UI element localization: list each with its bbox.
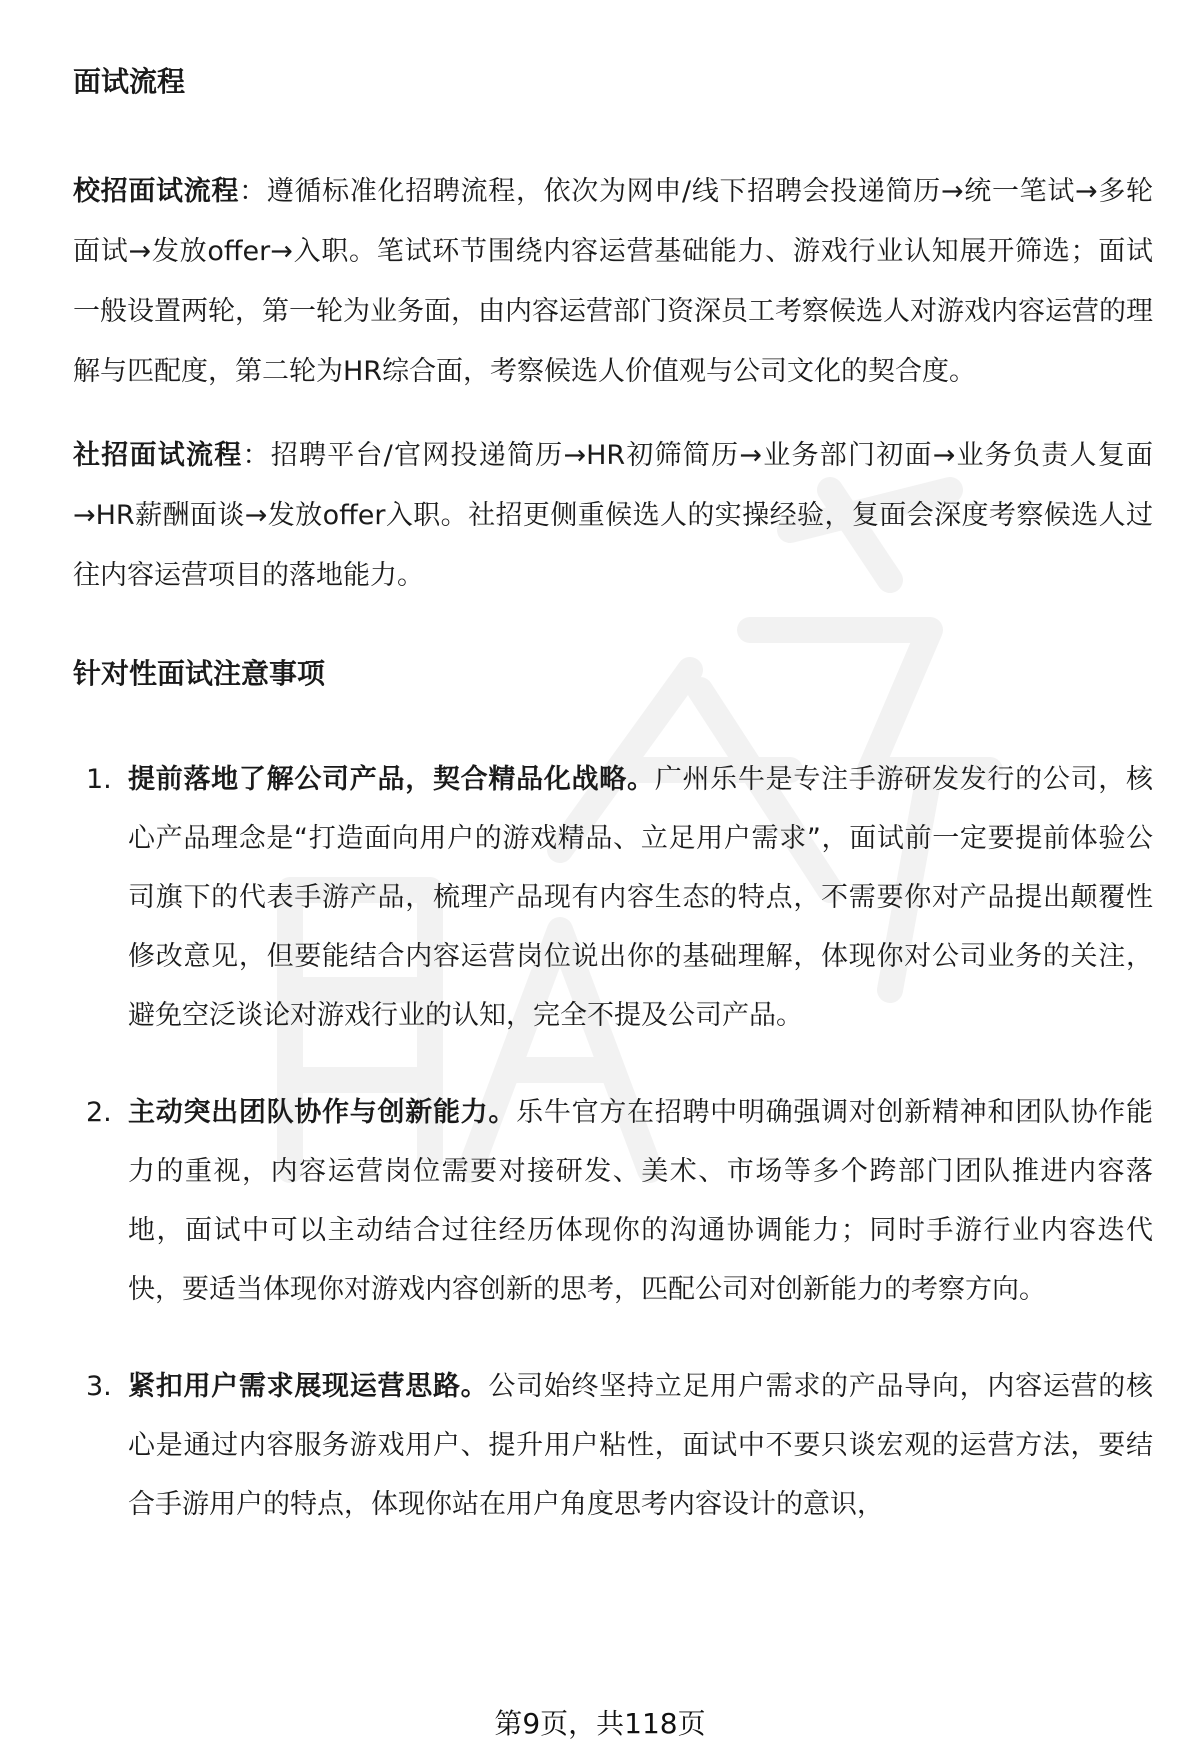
social-process-text: ：招聘平台/官网投递简历→HR初筛简历→业务部门初面→业务负责人复面→HR薪酬面谈→发放offer入职。社招更侧重候选人的实操经验，复面会深度考察候选人过往内容运营项目的落地能力。 [73,440,1154,591]
list-item [73,750,1153,1045]
list-item-number: 3. [86,1371,112,1402]
campus-process-lead: 校招面试流程 [73,176,240,207]
list-item [73,1357,1153,1534]
list-item-number: 2. [86,1097,112,1128]
social-process-paragraph [73,426,1153,606]
notes-list [73,750,1153,1534]
page-footer: 第9页，共118页 [494,1707,706,1740]
social-process-lead: 社招面试流程 [73,440,243,471]
list-item-text: 广州乐牛是专注手游研发发行的公司，核心产品理念是“打造面向用户的游戏精品、立足用户需求”，面试前一定要提前体验公司旗下的代表手游产品，梳理产品现有内容生态的特点，不需要你对产品提出颠覆性修改意见，但要能结合内容运营岗位说出你的基础理解，体现你对公司业务的关注，避免空泛谈论对游戏行业的认知，完全不提及公司产品。 [128,764,1154,1031]
document-content [73,52,1153,1534]
list-item-lead: 紧扣用户需求展现运营思路。 [128,1371,489,1402]
list-item-lead: 提前落地了解公司产品，契合精品化战略。 [128,764,655,795]
list-item-number: 1. [86,764,112,795]
section-title: 面试流程 [73,65,186,98]
list-item-text: 乐牛官方在招聘中明确强调对创新精神和团队协作能力的重视，内容运营岗位需要对接研发、美术、市场等多个跨部门团队推进内容落地，面试中可以主动结合过往经历体现你的沟通协调能力；同时手游行业内容迭代快，要适当体现你对游戏内容创新的思考，匹配公司对创新能力的考察方向。 [128,1097,1154,1305]
list-item [73,1083,1153,1319]
list-item-text: 公司始终坚持立足用户需求的产品导向，内容运营的核心是通过内容服务游戏用户、提升用户粘性，面试中不要只谈宏观的运营方法，要结合手游用户的特点，体现你站在用户角度思考内容设计的意识， [128,1371,1154,1520]
campus-process-paragraph [73,162,1153,402]
list-item-lead: 主动突出团队协作与创新能力。 [128,1097,517,1128]
campus-process-text: ：遵循标准化招聘流程，依次为网申/线下招聘会投递简历→统一笔试→多轮面试→发放offer→入职。笔试环节围绕内容运营基础能力、游戏行业认知展开筛选；面试一般设置两轮，第一轮为业务面，由内容运营部门资深员工考察候选人对游戏内容运营的理解与匹配度，第二轮为HR综合面，考察候选人价值观与公司文化的契合度。 [73,176,1154,387]
notes-title: 针对性面试注意事项 [73,657,326,690]
